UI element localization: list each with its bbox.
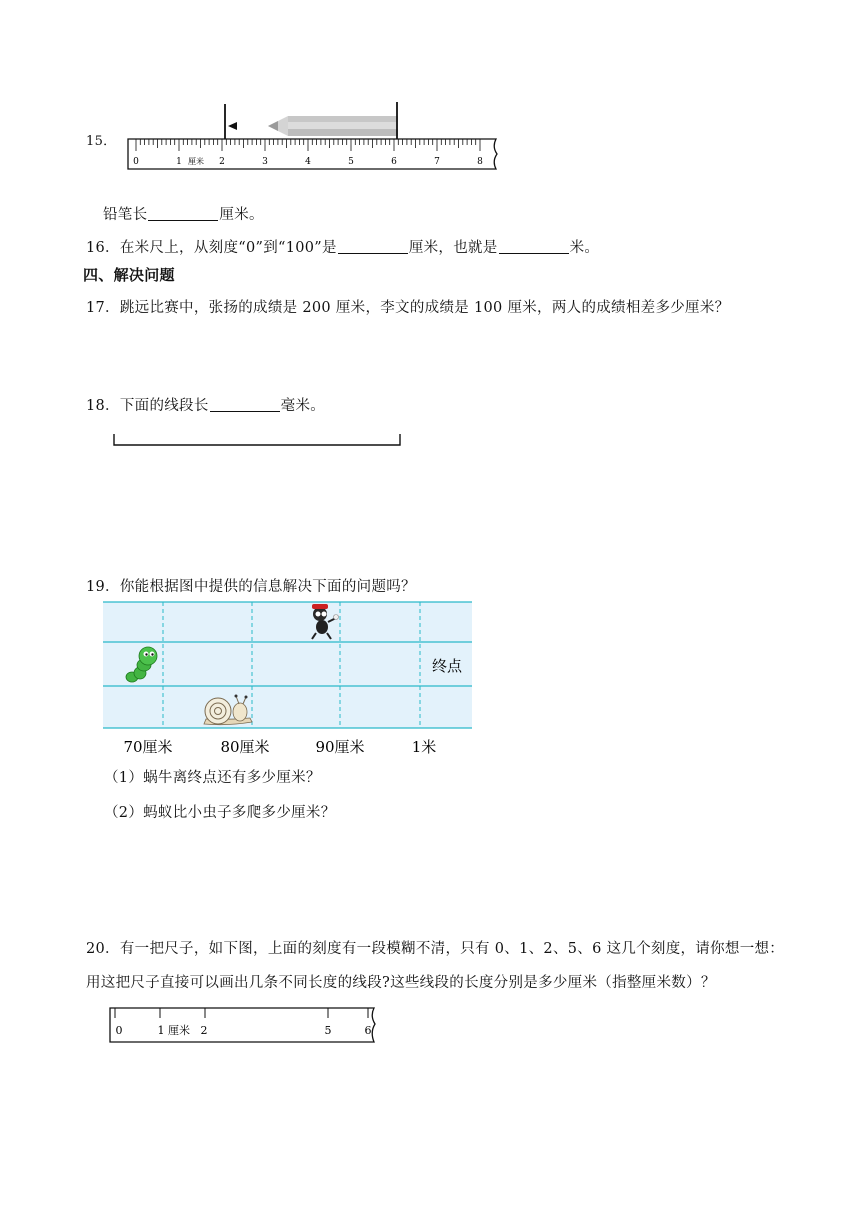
q20-ruler-label-5: 5 [324, 1024, 332, 1037]
q16-number: 16． [86, 240, 120, 256]
race-track-bg [103, 602, 472, 728]
q16-text-b: 厘米，也就是 [408, 240, 498, 256]
ruler-label-4: 4 [305, 157, 311, 167]
ruler-label-8: 8 [477, 157, 483, 167]
ruler-label-7: 7 [434, 157, 440, 167]
q16-line [86, 236, 599, 257]
q18-line-segment [110, 432, 406, 448]
q18-blank[interactable] [210, 397, 280, 412]
axis-label-1m: 1米 [411, 738, 437, 756]
q19-line [86, 575, 416, 596]
q20-line1 [86, 937, 784, 958]
q16-blank-1[interactable] [338, 239, 408, 254]
q15-text-after: 厘米。 [219, 207, 264, 223]
q20-ruler-label-0: 0 [115, 1024, 123, 1037]
q20-ruler-figure [106, 1004, 391, 1048]
q16-text-c: 米。 [569, 240, 600, 256]
q20-text-line1: 有一把尺子，如下图，上面的刻度有一段模糊不清，只有 0、1、2、5、6 这几个刻度，请你想一想： [119, 941, 785, 957]
q20-number: 20． [86, 941, 120, 957]
ruler-label-1: 1 [176, 157, 182, 167]
q20-ruler-label-1: 1 [157, 1024, 165, 1037]
q15-ruler-figure [120, 98, 510, 174]
q15-blank[interactable] [148, 206, 218, 221]
q16-text-a: 在米尺上，从刻度“0”到“100”是 [119, 240, 337, 256]
q18-text-before: 下面的线段长 [119, 398, 209, 414]
q17-text: 跳远比赛中，张扬的成绩是 200 厘米，李文的成绩是 100 厘米，两人的成绩相差多少厘米？ [119, 300, 730, 316]
q19-sub2: （2）蚂蚁比小虫子多爬多少厘米？ [104, 805, 336, 821]
q20-ruler-label-6: 6 [364, 1024, 372, 1037]
axis-label-90cm: 90厘米 [315, 738, 365, 756]
q18-number: 18． [86, 398, 120, 414]
q15-text-before: 铅笔长 [103, 207, 148, 223]
q18-text-after: 毫米。 [280, 398, 326, 414]
q17-number: 17． [86, 300, 120, 316]
ruler-unit-label: 厘米 [188, 157, 204, 166]
ruler-label-2: 2 [219, 157, 225, 167]
q18-line [86, 394, 325, 415]
q19-race-figure [100, 600, 480, 762]
arrow-marker-icon [228, 122, 237, 130]
q20-ruler-label-2: 2 [200, 1024, 208, 1037]
q19-text: 你能根据图中提供的信息解决下面的问题吗？ [119, 579, 416, 595]
blurry-ruler-body [110, 1008, 375, 1042]
finish-label: 终点 [431, 657, 463, 675]
q15-number: 15． [86, 134, 117, 149]
q16-blank-2[interactable] [499, 239, 569, 254]
q19-number: 19． [86, 579, 120, 595]
q17-line [86, 296, 729, 317]
ruler-label-6: 6 [391, 157, 397, 167]
q20-line2: 用这把尺子直接可以画出几条不同长度的线段?这些线段的长度分别是多少厘米（指整厘米数）？ [86, 975, 716, 991]
q15-answer-line [103, 203, 264, 224]
ruler-label-0: 0 [133, 157, 139, 167]
ruler-label-5: 5 [348, 157, 354, 167]
section-title: 四、解决问题 [83, 266, 175, 284]
axis-label-80cm: 80厘米 [220, 738, 270, 756]
q20-ruler-unit: 厘米 [168, 1024, 190, 1037]
ruler-label-3: 3 [262, 157, 268, 167]
pencil-image [268, 116, 398, 136]
axis-label-70cm: 70厘米 [123, 738, 173, 756]
q19-sub1: （1）蜗牛离终点还有多少厘米？ [104, 770, 321, 786]
